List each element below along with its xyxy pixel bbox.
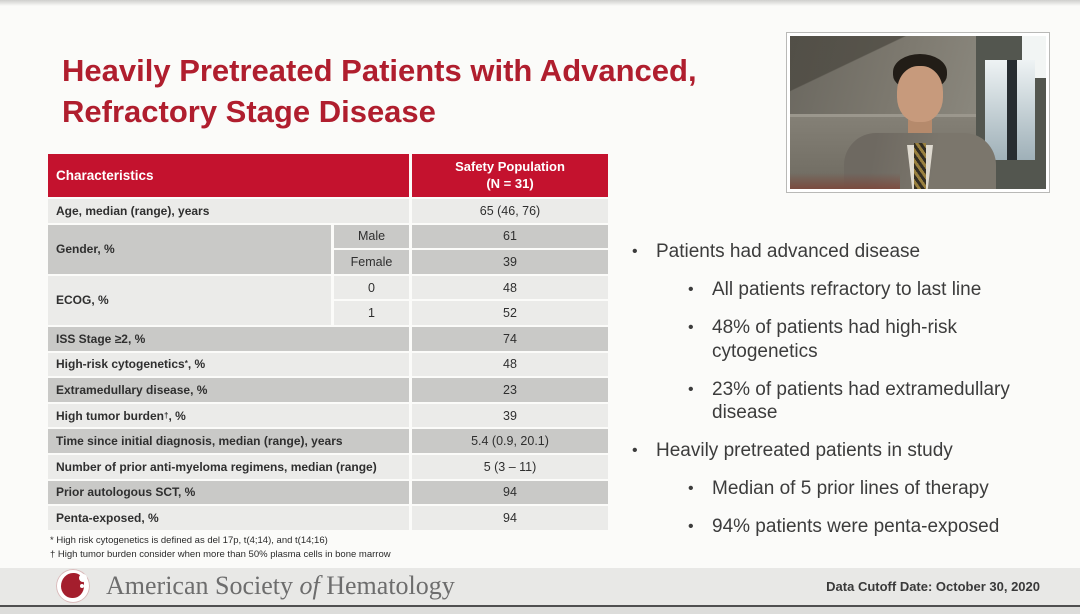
- table-row-label: Number of prior anti-myeloma regimens, median (range): [48, 455, 409, 479]
- list-item: • All patients refractory to last line: [688, 279, 982, 301]
- slide-title-line2: Refractory Stage Disease: [62, 94, 436, 130]
- table-header-safety-population: Safety Population (N = 31): [412, 154, 608, 197]
- list-item: • 23% of patients had extramedullary disease: [688, 378, 1010, 423]
- table-row-label: High-risk cytogenetics * , %: [48, 353, 409, 377]
- table-sub-label: Female: [334, 250, 409, 274]
- data-cutoff-date: Data Cutoff Date: October 30, 2020: [826, 579, 1040, 594]
- list-item: • Heavily pretreated patients in study: [632, 440, 953, 462]
- presenter-face: [897, 66, 943, 122]
- table-row-label: Gender, %: [48, 225, 331, 274]
- table-row-label: Extramedullary disease, %: [48, 378, 409, 402]
- table-header-characteristics: Characteristics: [48, 154, 409, 197]
- table-row-value: 52: [412, 301, 608, 325]
- bullet-icon: •: [688, 480, 694, 498]
- bullet-icon: •: [688, 518, 694, 536]
- footnote-line1: * High risk cytogenetics is defined as del 17p, t(4;14), and t(14;16): [50, 535, 328, 546]
- table-row-value: 48: [412, 276, 608, 300]
- key-points-list: [632, 240, 1080, 554]
- table-row-label: Prior autologous SCT, %: [48, 481, 409, 505]
- table-row-value: 23: [412, 378, 608, 402]
- table-row-label: Age, median (range), years: [48, 199, 409, 223]
- table-row-value: 94: [412, 481, 608, 505]
- list-item: • 48% of patients had high-risk cytogenetics: [688, 317, 958, 362]
- list-item: • 94% patients were penta-exposed: [688, 516, 1000, 538]
- table-row-value: 5.4 (0.9, 20.1): [412, 429, 608, 453]
- table-row-value: 74: [412, 327, 608, 351]
- table-row-value: 65 (46, 76): [412, 199, 608, 223]
- webcam-foreground-tint: [790, 173, 900, 189]
- slide-title-line1: Heavily Pretreated Patients with Advanced,: [62, 53, 697, 88]
- bottom-letterbox: [0, 607, 1080, 614]
- table-row-value: 48: [412, 353, 608, 377]
- presenter-tie: [914, 143, 926, 189]
- bullet-icon: •: [688, 281, 694, 299]
- table-row-value: 94: [412, 506, 608, 530]
- table-row-label: Time since initial diagnosis, median (range), years: [48, 429, 409, 453]
- table-row-value: 61: [412, 225, 608, 249]
- ash-logo-dot: [79, 574, 87, 582]
- table-row-value: 39: [412, 250, 608, 274]
- webcam-window-pane: [985, 60, 1035, 160]
- list-item: • Patients had advanced disease: [632, 241, 921, 262]
- table-row-value: 5 (3 – 11): [412, 455, 608, 479]
- table-row-label: ECOG, %: [48, 276, 331, 325]
- table-sub-label: 0: [334, 276, 409, 300]
- ash-logo-icon: [56, 569, 90, 603]
- webcam-video[interactable]: [787, 33, 1049, 192]
- table-sub-label: Male: [334, 225, 409, 249]
- table-row-value: 39: [412, 404, 608, 428]
- table-footnotes: [50, 534, 391, 562]
- table-row-label: ISS Stage ≥2, %: [48, 327, 409, 351]
- footer-bar: [0, 568, 1080, 605]
- footnote-line2: † High tumor burden consider when more than 50% plasma cells in bone marrow: [50, 548, 391, 560]
- organization-name: American Society of Hematology: [106, 571, 455, 600]
- characteristics-table: [48, 154, 608, 530]
- bullet-icon: •: [632, 243, 638, 260]
- list-item: • Median of 5 prior lines of therapy: [688, 478, 989, 500]
- bullet-icon: •: [688, 380, 694, 398]
- slide-title: [62, 50, 697, 132]
- bullet-icon: •: [632, 442, 638, 460]
- ash-logo-dot: [80, 584, 84, 588]
- table-row-label: High tumor burden † , %: [48, 404, 409, 428]
- webcam-window-mullion: [1007, 60, 1017, 160]
- bullet-icon: •: [688, 319, 694, 337]
- table-sub-label: 1: [334, 301, 409, 325]
- table-row-label: Penta-exposed, %: [48, 506, 409, 530]
- top-letterbox: [0, 0, 1080, 6]
